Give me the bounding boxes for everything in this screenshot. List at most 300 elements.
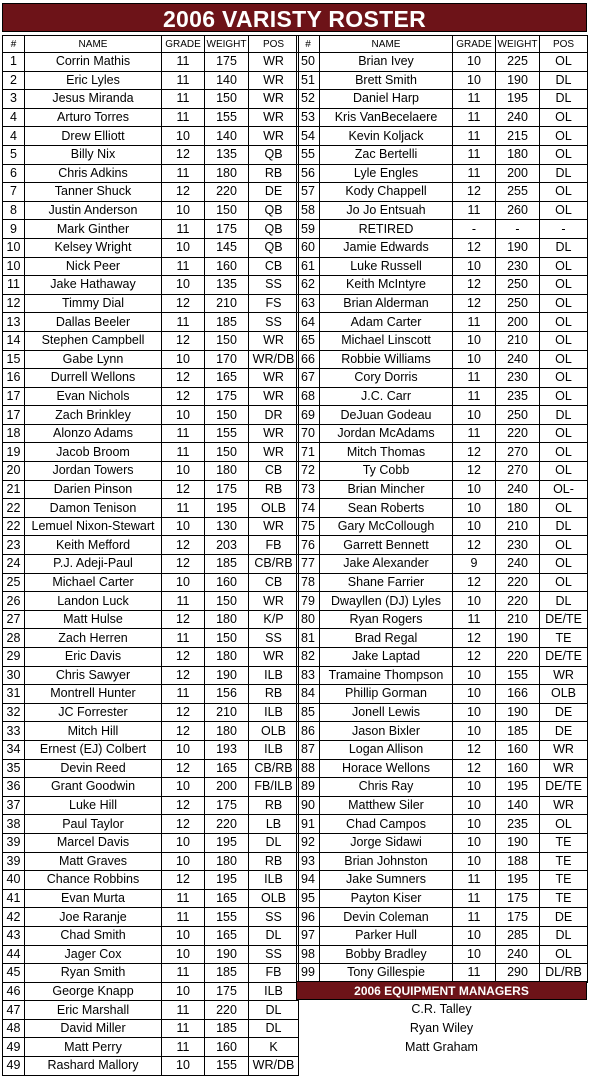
player-grade: 12: [162, 145, 205, 164]
player-name: Dallas Beeler: [25, 313, 162, 332]
player-name: Marcel Davis: [25, 833, 162, 852]
player-grade: 10: [453, 592, 496, 611]
player-position: ILB: [249, 982, 299, 1001]
player-grade: 11: [453, 964, 496, 983]
player-weight: 175: [496, 889, 540, 908]
player-name: Jamie Edwards: [320, 238, 453, 257]
player-position: DL: [249, 926, 299, 945]
header-name: NAME: [320, 36, 453, 53]
player-name: Eric Lyles: [25, 71, 162, 90]
player-weight: 155: [496, 666, 540, 685]
player-name: Nick Peer: [25, 257, 162, 276]
player-number: 26: [3, 592, 25, 611]
player-position: OL: [540, 127, 588, 146]
player-position: DL: [540, 164, 588, 183]
player-weight: 155: [205, 908, 249, 927]
player-grade: 10: [453, 852, 496, 871]
roster-row: [297, 127, 588, 146]
player-name: Phillip Gorman: [320, 685, 453, 704]
player-name: Sean Roberts: [320, 499, 453, 518]
player-position: OL: [540, 387, 588, 406]
roster-row: [297, 740, 588, 759]
player-position: WR: [249, 648, 299, 667]
player-weight: 235: [496, 815, 540, 834]
player-grade: 12: [453, 536, 496, 555]
player-number: 10: [3, 257, 25, 276]
player-weight: 150: [205, 629, 249, 648]
player-grade: 11: [162, 908, 205, 927]
player-position: DE: [540, 908, 588, 927]
player-grade: 10: [453, 722, 496, 741]
player-position: K: [249, 1038, 299, 1057]
roster-row: [297, 276, 588, 295]
player-name: Timmy Dial: [25, 294, 162, 313]
player-grade: 10: [453, 815, 496, 834]
roster-row: [3, 387, 299, 406]
header-position: POS: [249, 36, 299, 53]
player-weight: 185: [205, 964, 249, 983]
player-grade: 12: [162, 759, 205, 778]
player-name: Drew Elliott: [25, 127, 162, 146]
player-weight: 175: [205, 982, 249, 1001]
player-name: Darien Pinson: [25, 480, 162, 499]
player-name: Eric Davis: [25, 648, 162, 667]
roster-row: [297, 796, 588, 815]
player-name: Chris Adkins: [25, 164, 162, 183]
roster-row: [297, 648, 588, 667]
player-name: Rashard Mallory: [25, 1057, 162, 1076]
player-grade: 12: [162, 610, 205, 629]
player-position: OL: [540, 201, 588, 220]
player-weight: 150: [205, 90, 249, 109]
player-weight: 180: [205, 722, 249, 741]
player-name: Evan Murta: [25, 889, 162, 908]
player-grade: 10: [453, 350, 496, 369]
roster-row: [3, 796, 299, 815]
player-name: Adam Carter: [320, 313, 453, 332]
roster-row: [297, 759, 588, 778]
roster-row: [3, 852, 299, 871]
player-grade: 10: [162, 127, 205, 146]
player-weight: 240: [496, 555, 540, 574]
player-weight: 240: [496, 108, 540, 127]
roster-row: [297, 592, 588, 611]
player-grade: 12: [453, 648, 496, 667]
player-number: 62: [297, 276, 320, 295]
player-weight: 220: [496, 573, 540, 592]
player-number: 84: [297, 685, 320, 704]
player-grade: 10: [162, 350, 205, 369]
player-name: Grant Goodwin: [25, 778, 162, 797]
player-name: Mitch Thomas: [320, 443, 453, 462]
player-position: CB: [249, 573, 299, 592]
roster-row: [297, 778, 588, 797]
player-grade: 10: [162, 740, 205, 759]
player-weight: 193: [205, 740, 249, 759]
player-number: 97: [297, 926, 320, 945]
player-number: 33: [3, 722, 25, 741]
player-grade: 11: [453, 369, 496, 388]
player-number: 79: [297, 592, 320, 611]
player-grade: 11: [162, 313, 205, 332]
player-position: OL: [540, 555, 588, 574]
player-position: OL: [540, 108, 588, 127]
player-weight: 180: [205, 462, 249, 481]
player-number: 11: [3, 276, 25, 295]
player-weight: 190: [205, 666, 249, 685]
header-row: [3, 36, 299, 53]
player-name: Brian Mincher: [320, 480, 453, 499]
player-grade: 10: [162, 852, 205, 871]
player-position: TE: [540, 629, 588, 648]
player-name: Keith Mefford: [25, 536, 162, 555]
roster-row: [3, 145, 299, 164]
player-position: ILB: [249, 740, 299, 759]
player-number: 58: [297, 201, 320, 220]
player-number: 1: [3, 53, 25, 72]
player-position: FB: [249, 536, 299, 555]
player-position: SS: [249, 945, 299, 964]
player-position: WR: [249, 592, 299, 611]
player-name: Montrell Hunter: [25, 685, 162, 704]
roster-row: [297, 145, 588, 164]
player-grade: 12: [162, 387, 205, 406]
player-position: OL: [540, 145, 588, 164]
roster-row: [297, 908, 588, 927]
player-number: 47: [3, 1001, 25, 1020]
player-position: SS: [249, 313, 299, 332]
player-name: Jake Sumners: [320, 871, 453, 890]
player-position: TE: [540, 852, 588, 871]
player-name: Devin Reed: [25, 759, 162, 778]
player-position: OL-: [540, 480, 588, 499]
roster-row: [297, 666, 588, 685]
player-weight: 175: [496, 908, 540, 927]
player-name: Jesus Miranda: [25, 90, 162, 109]
header-name: NAME: [25, 36, 162, 53]
player-position: OL: [540, 350, 588, 369]
player-number: 23: [3, 536, 25, 555]
player-position: SS: [249, 629, 299, 648]
player-position: WR: [249, 443, 299, 462]
player-weight: 185: [205, 555, 249, 574]
player-name: Kody Chappell: [320, 183, 453, 202]
player-position: RB: [249, 685, 299, 704]
player-name: Ryan Rogers: [320, 610, 453, 629]
player-name: Jager Cox: [25, 945, 162, 964]
player-name: Paul Taylor: [25, 815, 162, 834]
player-number: 67: [297, 369, 320, 388]
roster-row: [297, 164, 588, 183]
player-weight: -: [496, 220, 540, 239]
player-name: Cory Dorris: [320, 369, 453, 388]
player-position: DL/RB: [540, 964, 588, 983]
player-grade: 11: [453, 610, 496, 629]
player-name: Ty Cobb: [320, 462, 453, 481]
equipment-managers-title: 2006 EQUIPMENT MANAGERS: [296, 981, 587, 1000]
roster-row: [3, 629, 299, 648]
player-position: ILB: [249, 703, 299, 722]
player-number: 39: [3, 833, 25, 852]
player-weight: 260: [496, 201, 540, 220]
header-number: #: [3, 36, 25, 53]
player-position: OL: [540, 313, 588, 332]
roster-row: [3, 443, 299, 462]
player-grade: 10: [162, 778, 205, 797]
player-position: WR: [249, 387, 299, 406]
player-number: 25: [3, 573, 25, 592]
roster-row: [3, 183, 299, 202]
roster-row: [3, 740, 299, 759]
player-grade: 10: [162, 926, 205, 945]
player-number: 94: [297, 871, 320, 890]
roster-row: [3, 536, 299, 555]
roster-row: [3, 926, 299, 945]
player-name: Brian Johnston: [320, 852, 453, 871]
player-number: 61: [297, 257, 320, 276]
player-grade: 10: [453, 257, 496, 276]
player-weight: 195: [496, 871, 540, 890]
player-position: DL: [249, 1001, 299, 1020]
player-number: 51: [297, 71, 320, 90]
roster-row: [3, 1057, 299, 1076]
player-grade: 11: [453, 313, 496, 332]
player-grade: 12: [162, 796, 205, 815]
player-position: OLB: [249, 722, 299, 741]
player-number: 49: [3, 1038, 25, 1057]
player-position: OL: [540, 573, 588, 592]
roster-row: [3, 1019, 299, 1038]
player-position: WR/DB: [249, 1057, 299, 1076]
player-grade: 11: [162, 1001, 205, 1020]
player-grade: 10: [162, 1057, 205, 1076]
player-position: OL: [540, 53, 588, 72]
player-weight: 250: [496, 406, 540, 425]
player-grade: 12: [162, 703, 205, 722]
roster-row: [3, 871, 299, 890]
player-position: DL: [540, 90, 588, 109]
player-grade: 12: [162, 722, 205, 741]
roster-row: [3, 257, 299, 276]
player-name: Jake Alexander: [320, 555, 453, 574]
player-weight: 130: [205, 517, 249, 536]
player-grade: 10: [162, 573, 205, 592]
player-weight: 160: [496, 759, 540, 778]
player-name: Chris Sawyer: [25, 666, 162, 685]
player-position: OLB: [540, 685, 588, 704]
player-number: 8: [3, 201, 25, 220]
player-weight: 150: [205, 592, 249, 611]
player-name: Arturo Torres: [25, 108, 162, 127]
player-name: Jorge Sidawi: [320, 833, 453, 852]
player-grade: 10: [162, 462, 205, 481]
header-weight: WEIGHT: [205, 36, 249, 53]
player-number: 15: [3, 350, 25, 369]
player-weight: 185: [205, 313, 249, 332]
roster-row: [297, 238, 588, 257]
player-number: 86: [297, 722, 320, 741]
player-grade: 12: [453, 759, 496, 778]
player-name: Logan Allison: [320, 740, 453, 759]
player-name: Matt Perry: [25, 1038, 162, 1057]
player-name: Jo Jo Entsuah: [320, 201, 453, 220]
player-weight: 188: [496, 852, 540, 871]
player-grade: 11: [453, 871, 496, 890]
player-grade: 11: [453, 908, 496, 927]
player-name: Tramaine Thompson: [320, 666, 453, 685]
player-name: Brett Smith: [320, 71, 453, 90]
player-name: Chris Ray: [320, 778, 453, 797]
player-grade: 11: [162, 90, 205, 109]
player-position: OL: [540, 276, 588, 295]
player-name: Chance Robbins: [25, 871, 162, 890]
player-name: Robbie Williams: [320, 350, 453, 369]
player-weight: 230: [496, 536, 540, 555]
player-grade: 11: [162, 592, 205, 611]
player-weight: 240: [496, 350, 540, 369]
player-grade: 10: [162, 406, 205, 425]
player-number: 41: [3, 889, 25, 908]
player-position: DE: [540, 703, 588, 722]
player-weight: 165: [205, 759, 249, 778]
player-grade: 11: [162, 1038, 205, 1057]
player-position: RB: [249, 796, 299, 815]
player-weight: 160: [205, 573, 249, 592]
player-weight: 155: [205, 108, 249, 127]
roster-row: [3, 406, 299, 425]
player-weight: 180: [496, 499, 540, 518]
roster-row: [297, 852, 588, 871]
roster-row: [297, 313, 588, 332]
player-weight: 185: [205, 1019, 249, 1038]
player-grade: 10: [162, 833, 205, 852]
roster-row: [297, 257, 588, 276]
player-grade: 10: [453, 796, 496, 815]
player-name: Jordan McAdams: [320, 424, 453, 443]
roster-row: [297, 424, 588, 443]
player-position: DL: [540, 406, 588, 425]
player-weight: 175: [205, 796, 249, 815]
player-weight: 180: [205, 610, 249, 629]
player-name: Horace Wellons: [320, 759, 453, 778]
player-number: 52: [297, 90, 320, 109]
player-grade: 11: [162, 1019, 205, 1038]
player-number: 2: [3, 71, 25, 90]
player-grade: 12: [453, 443, 496, 462]
player-number: 7: [3, 183, 25, 202]
player-name: Jonell Lewis: [320, 703, 453, 722]
player-position: OL: [540, 815, 588, 834]
player-name: Tanner Shuck: [25, 183, 162, 202]
player-position: WR: [249, 108, 299, 127]
player-name: David Miller: [25, 1019, 162, 1038]
player-number: 66: [297, 350, 320, 369]
player-name: Chad Campos: [320, 815, 453, 834]
player-weight: 140: [205, 71, 249, 90]
player-number: 36: [3, 778, 25, 797]
player-number: 19: [3, 443, 25, 462]
roster-row: [3, 945, 299, 964]
player-name: Daniel Harp: [320, 90, 453, 109]
player-grade: 11: [453, 387, 496, 406]
player-position: WR: [249, 331, 299, 350]
player-number: 55: [297, 145, 320, 164]
player-position: CB: [249, 462, 299, 481]
manager-name: Ryan Wiley: [409, 1021, 474, 1035]
player-grade: 10: [162, 982, 205, 1001]
roster-row: [3, 610, 299, 629]
roster-row: [3, 71, 299, 90]
player-position: DL: [540, 238, 588, 257]
player-number: 4: [3, 108, 25, 127]
player-number: 70: [297, 424, 320, 443]
player-number: 77: [297, 555, 320, 574]
player-grade: 12: [162, 536, 205, 555]
player-name: Zach Brinkley: [25, 406, 162, 425]
roster-row: [3, 369, 299, 388]
player-number: 75: [297, 517, 320, 536]
player-name: Luke Hill: [25, 796, 162, 815]
player-grade: 10: [453, 480, 496, 499]
player-number: 53: [297, 108, 320, 127]
player-number: 65: [297, 331, 320, 350]
player-name: Kevin Koljack: [320, 127, 453, 146]
player-number: 69: [297, 406, 320, 425]
player-name: Jake Hathaway: [25, 276, 162, 295]
player-grade: 11: [453, 424, 496, 443]
player-weight: 140: [496, 796, 540, 815]
player-position: DE/TE: [540, 610, 588, 629]
player-weight: 190: [496, 703, 540, 722]
player-position: QB: [249, 145, 299, 164]
player-name: Luke Russell: [320, 257, 453, 276]
roster-row: [3, 127, 299, 146]
roster-row: [3, 1001, 299, 1020]
player-weight: 180: [205, 852, 249, 871]
roster-row: [3, 350, 299, 369]
player-position: DE/TE: [540, 778, 588, 797]
player-position: FB: [249, 964, 299, 983]
roster-row: [297, 406, 588, 425]
player-grade: 11: [162, 71, 205, 90]
player-name: Kris VanBecelaere: [320, 108, 453, 127]
player-grade: 10: [453, 778, 496, 797]
player-name: Lemuel Nixon-Stewart: [25, 517, 162, 536]
player-grade: 9: [453, 555, 496, 574]
player-weight: 185: [496, 722, 540, 741]
header-number: #: [297, 36, 320, 53]
player-position: WR: [249, 369, 299, 388]
player-number: 95: [297, 889, 320, 908]
roster-row: [297, 499, 588, 518]
player-name: Michael Carter: [25, 573, 162, 592]
player-name: Jason Bixler: [320, 722, 453, 741]
player-position: FB/ILB: [249, 778, 299, 797]
player-number: 59: [297, 220, 320, 239]
player-name: Damon Tenison: [25, 499, 162, 518]
player-position: OLB: [249, 499, 299, 518]
roster-row: [3, 480, 299, 499]
roster-row: [3, 889, 299, 908]
player-weight: 195: [205, 499, 249, 518]
player-number: 63: [297, 294, 320, 313]
player-position: CB/RB: [249, 759, 299, 778]
player-grade: 11: [162, 629, 205, 648]
player-weight: 230: [496, 257, 540, 276]
player-weight: 160: [205, 257, 249, 276]
player-weight: 215: [496, 127, 540, 146]
player-weight: 220: [205, 815, 249, 834]
